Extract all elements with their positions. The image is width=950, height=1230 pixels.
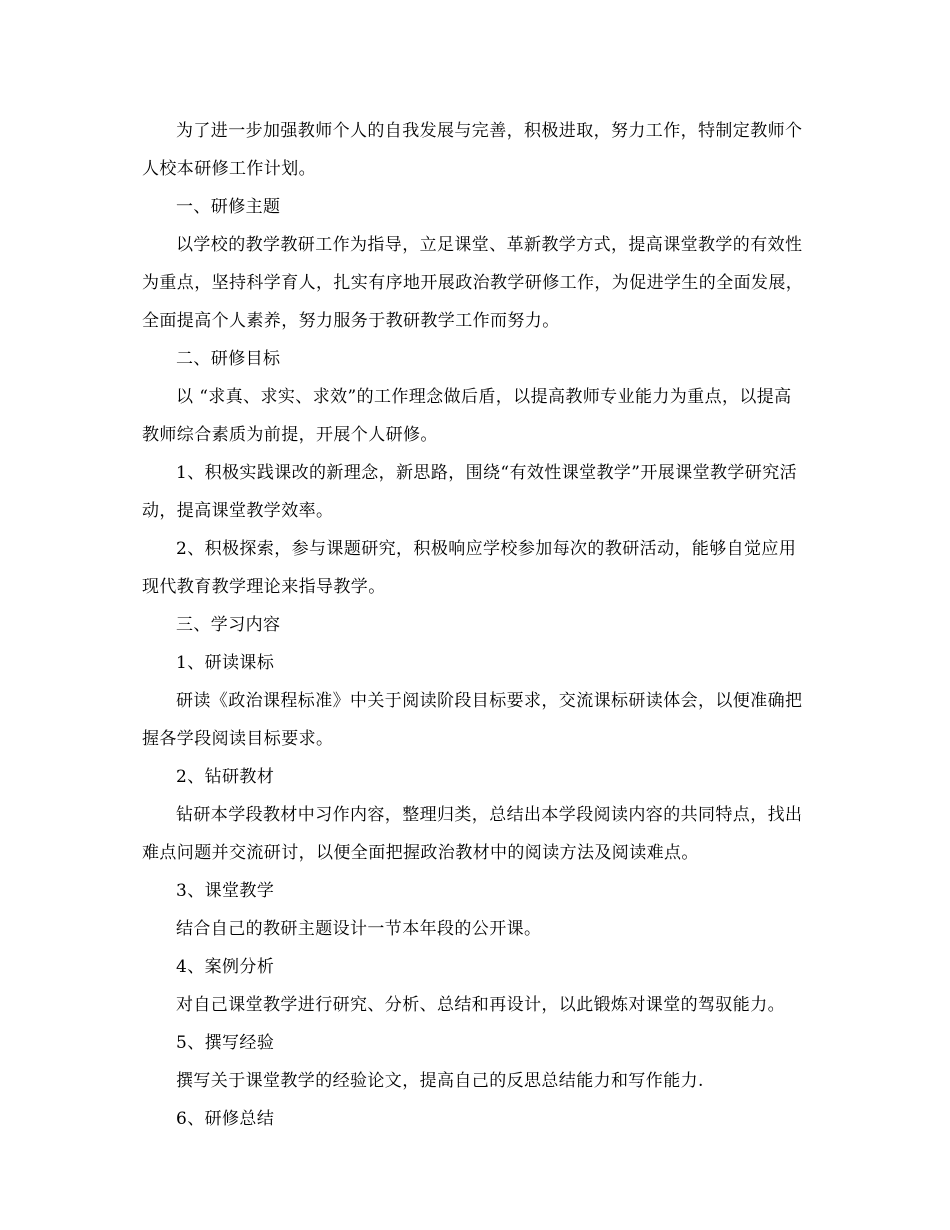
- textbook-paragraph: 钻研本学段教材中习作内容，整理归类，总结出本学段阅读内容的共同特点，找出难点问题并交流研讨，以便全面把握政治教材中的阅读方法及阅读难点。: [142, 805, 803, 863]
- goal-item-1: 1、积极实践课改的新理念，新思路，围绕“有效性课堂教学”开展课堂教学研究活动，提高课堂教学效率。: [142, 463, 797, 521]
- subheading-case-analysis: 4、案例分析: [176, 957, 275, 977]
- subheading-classroom: 3、课堂教学: [176, 881, 275, 901]
- curriculum-paragraph: 研读《政治课程标准》中关于阅读阶段目标要求，交流课标研读体会，以便准确把握各学段阅读目标要求。: [142, 691, 803, 749]
- theme-paragraph: 以学校的教学教研工作为指导，立足课堂、革新教学方式，提高课堂教学的有效性为重点，坚持科学育人，扎实有序地开展政治教学研修工作，为促进学生的全面发展，全面提高个人素养，努力服务于教研教学工作而努力。: [142, 235, 804, 331]
- writing-paragraph: 撰写关于课堂教学的经验论文，提高自己的反思总结能力和写作能力.: [176, 1071, 704, 1091]
- subheading-curriculum: 1、研读课标: [176, 653, 275, 673]
- section-heading-goals: 二、研修目标: [176, 349, 281, 369]
- document-body: [142, 112, 804, 1138]
- classroom-paragraph: 结合自己的教研主题设计一节本年段的公开课。: [176, 919, 542, 939]
- subheading-summary: 6、研修总结: [176, 1109, 275, 1129]
- section-heading-content: 三、学习内容: [176, 615, 281, 635]
- goals-paragraph: 以 “求真、求实、求效”的工作理念做后盾，以提高教师专业能力为重点，以提高教师综合素质为前提，开展个人研修。: [142, 387, 792, 445]
- intro-paragraph: 为了进一步加强教师个人的自我发展与完善，积极进取，努力工作，特制定教师个人校本研修工作计划。: [142, 121, 803, 179]
- subheading-writing: 5、撰写经验: [176, 1033, 275, 1053]
- case-analysis-paragraph: 对自己课堂教学进行研究、分析、总结和再设计，以此锻炼对课堂的驾驭能力。: [176, 995, 785, 1015]
- goal-item-2: 2、积极探索，参与课题研究，积极响应学校参加每次的教研活动，能够自觉应用现代教育教学理论来指导教学。: [142, 539, 797, 597]
- section-heading-theme: 一、研修主题: [176, 197, 281, 217]
- subheading-textbook: 2、钻研教材: [176, 767, 275, 787]
